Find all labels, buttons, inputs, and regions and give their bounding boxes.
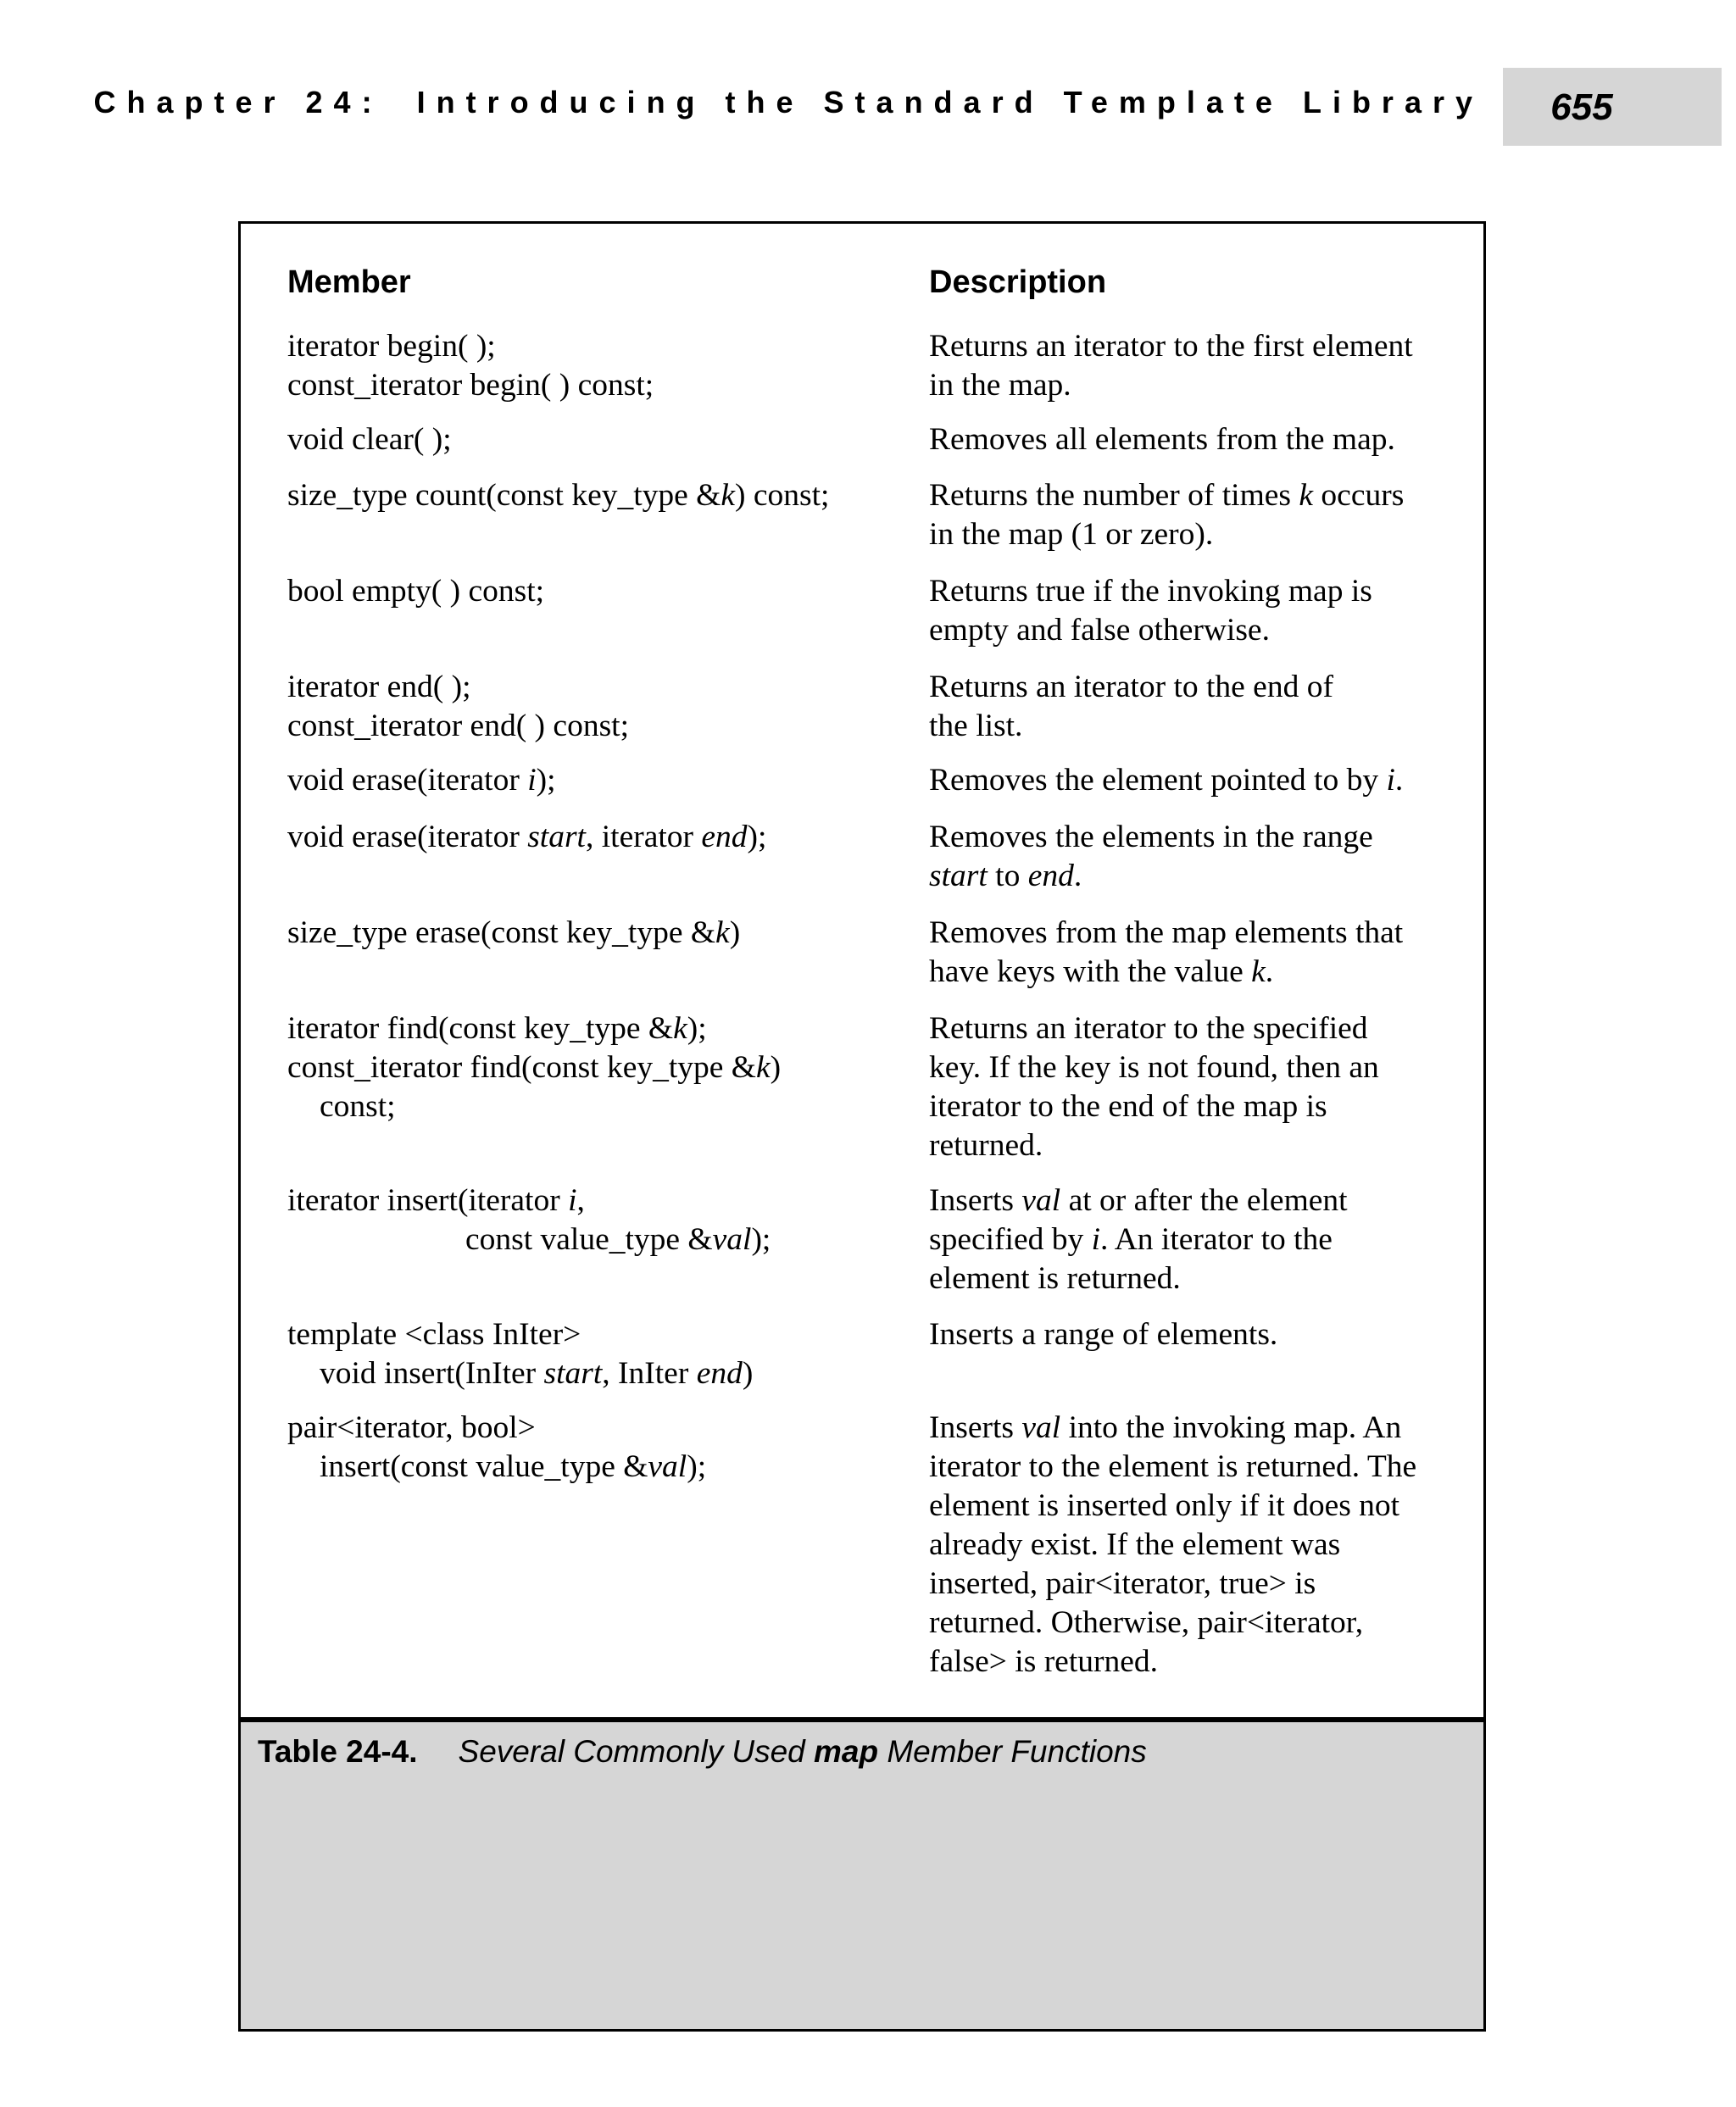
description-cell <box>929 420 1488 459</box>
member-param: k <box>721 478 735 513</box>
description-line <box>929 1409 1488 1448</box>
description-line: already exist. If the element was <box>929 1527 1341 1562</box>
member-param: start <box>543 1356 603 1391</box>
member-text: const_iterator find(const key_type & <box>287 1050 756 1085</box>
description-line: iterator to the end of the map is <box>929 1089 1327 1124</box>
description-line: Removes all elements from the map. <box>929 422 1395 457</box>
member-text: ) <box>729 915 741 950</box>
member-line: iterator end( ); <box>287 670 471 704</box>
page-number-tab <box>1503 68 1722 146</box>
description-text: . <box>1073 859 1082 893</box>
member-param: k <box>755 1050 771 1085</box>
member-line: const_iterator end( ) const; <box>287 709 629 743</box>
member-line: iterator begin( ); <box>287 329 496 364</box>
description-cell <box>929 1315 1488 1354</box>
description-line: in the map (1 or zero). <box>929 517 1214 552</box>
member-text: const value_type & <box>465 1222 713 1257</box>
description-cell <box>929 572 1488 650</box>
member-line: template <class InIter> <box>287 1317 581 1352</box>
member-line <box>287 1354 915 1393</box>
member-line <box>287 914 915 953</box>
member-line <box>287 1009 915 1048</box>
description-cell <box>929 818 1488 896</box>
running-head <box>0 85 1483 120</box>
member-text: size_type erase(const key_type & <box>287 915 716 950</box>
page-number: 655 <box>1550 86 1613 128</box>
description-text: . <box>1265 954 1274 989</box>
member-cell <box>287 1315 915 1393</box>
description-column-header: Description <box>929 264 1107 300</box>
description-param: k <box>1251 954 1266 989</box>
member-cell <box>287 668 915 746</box>
member-line: bool empty( ) const; <box>287 574 545 609</box>
description-cell <box>929 1409 1488 1682</box>
member-text: void erase(iterator <box>287 763 528 798</box>
member-cell <box>287 1409 915 1487</box>
member-param: end <box>701 820 748 854</box>
description-cell <box>929 914 1488 992</box>
description-param: val <box>1021 1183 1061 1218</box>
description-cell <box>929 761 1488 800</box>
member-text: , InIter <box>602 1356 697 1391</box>
description-text: occurs <box>1313 478 1405 513</box>
member-line <box>287 1448 915 1487</box>
description-line: Returns true if the invoking map is <box>929 574 1372 609</box>
member-cell <box>287 761 915 800</box>
member-text: size_type count(const key_type & <box>287 478 721 513</box>
description-param: i <box>1091 1222 1101 1257</box>
member-text: ); <box>536 763 556 798</box>
description-line <box>929 857 1488 896</box>
description-param: start <box>929 859 988 893</box>
member-param: val <box>712 1222 752 1257</box>
member-param: end <box>696 1356 743 1391</box>
description-line <box>929 1181 1488 1220</box>
table-header-row <box>287 264 1483 307</box>
member-param: start <box>527 820 586 854</box>
description-text: to <box>987 859 1028 893</box>
description-line: Returns an iterator to the specified <box>929 1011 1368 1046</box>
member-line: const_iterator begin( ) const; <box>287 368 654 403</box>
description-text: Inserts <box>929 1183 1022 1218</box>
description-line <box>929 476 1488 515</box>
member-line <box>287 476 915 515</box>
description-text: . <box>1394 763 1404 798</box>
chapter-label: Chapter 24: <box>93 85 383 120</box>
member-text: ); <box>687 1011 707 1046</box>
description-line: Returns an iterator to the first element <box>929 329 1413 364</box>
description-line <box>929 1220 1488 1259</box>
member-line: pair<iterator, bool> <box>287 1410 536 1445</box>
member-cell <box>287 420 915 459</box>
member-line <box>287 1048 915 1087</box>
chapter-title: Introducing the Standard Template Library <box>416 85 1483 120</box>
member-cell <box>287 1181 915 1259</box>
member-text: void insert(InIter <box>320 1356 544 1391</box>
member-line <box>287 818 915 857</box>
table-caption-label: Table 24-4. <box>258 1734 418 1769</box>
description-text: have keys with the value <box>929 954 1252 989</box>
description-line: element is inserted only if it does not <box>929 1488 1400 1523</box>
description-line: element is returned. <box>929 1261 1181 1296</box>
member-text: ); <box>751 1222 771 1257</box>
member-cell <box>287 1009 915 1126</box>
member-text: ) const; <box>734 478 830 513</box>
description-text: at or after the element <box>1060 1183 1348 1218</box>
description-line: inserted, pair<iterator, true> is <box>929 1566 1316 1601</box>
description-cell <box>929 327 1488 405</box>
member-cell <box>287 818 915 857</box>
description-param: k <box>1299 478 1314 513</box>
description-line: false> is returned. <box>929 1644 1159 1679</box>
member-line <box>287 1181 915 1220</box>
member-text: void erase(iterator <box>287 820 528 854</box>
table-caption-keyword: map <box>814 1734 879 1769</box>
description-param: val <box>1021 1410 1061 1445</box>
member-text: iterator find(const key_type & <box>287 1011 674 1046</box>
member-text: ); <box>747 820 767 854</box>
member-line: const; <box>320 1089 396 1124</box>
member-cell <box>287 476 915 515</box>
description-text: Inserts <box>929 1410 1022 1445</box>
member-text: , <box>576 1183 585 1218</box>
description-line: returned. Otherwise, pair<iterator, <box>929 1605 1364 1640</box>
member-text: iterator insert(iterator <box>287 1183 569 1218</box>
description-text: specified by <box>929 1222 1092 1257</box>
description-text: Removes the element pointed to by <box>929 763 1387 798</box>
table-caption <box>258 1734 1147 1770</box>
member-text: insert(const value_type & <box>320 1449 648 1484</box>
member-text: ) <box>742 1356 754 1391</box>
table-caption-area <box>241 1717 1483 2029</box>
member-param: i <box>568 1183 577 1218</box>
member-line: void clear( ); <box>287 422 452 457</box>
description-line: in the map. <box>929 368 1071 403</box>
member-line <box>287 1220 915 1259</box>
member-functions-table <box>238 221 1486 2032</box>
member-param: k <box>673 1011 687 1046</box>
description-line: iterator to the element is returned. The <box>929 1449 1417 1484</box>
member-param: i <box>527 763 537 798</box>
description-text: . An iterator to the <box>1100 1222 1333 1257</box>
description-text: Returns the number of times <box>929 478 1299 513</box>
description-line: Removes from the map elements that <box>929 915 1404 950</box>
description-line: key. If the key is not found, then an <box>929 1050 1379 1085</box>
description-line: empty and false otherwise. <box>929 613 1270 648</box>
description-line: Removes the elements in the range <box>929 820 1373 854</box>
description-line: the list. <box>929 709 1023 743</box>
description-cell <box>929 1181 1488 1298</box>
member-cell <box>287 327 915 405</box>
member-text: , iterator <box>585 820 702 854</box>
description-param: end <box>1027 859 1074 893</box>
description-param: i <box>1386 763 1395 798</box>
description-line <box>929 761 1488 800</box>
member-param: k <box>715 915 730 950</box>
table-caption-text: Several Commonly Used <box>458 1734 814 1769</box>
member-line <box>287 761 915 800</box>
description-cell <box>929 668 1488 746</box>
member-text: ); <box>687 1449 707 1484</box>
description-line <box>929 953 1488 992</box>
member-column-header: Member <box>287 264 411 300</box>
description-cell <box>929 1009 1488 1165</box>
description-line: Inserts a range of elements. <box>929 1317 1278 1352</box>
description-line: Returns an iterator to the end of <box>929 670 1333 704</box>
member-cell <box>287 914 915 953</box>
member-text: ) <box>770 1050 782 1085</box>
description-cell <box>929 476 1488 554</box>
description-line: returned. <box>929 1128 1043 1163</box>
table-caption-text: Member Functions <box>878 1734 1147 1769</box>
member-cell <box>287 572 915 611</box>
member-param: val <box>648 1449 687 1484</box>
description-text: into the invoking map. An <box>1060 1410 1402 1445</box>
